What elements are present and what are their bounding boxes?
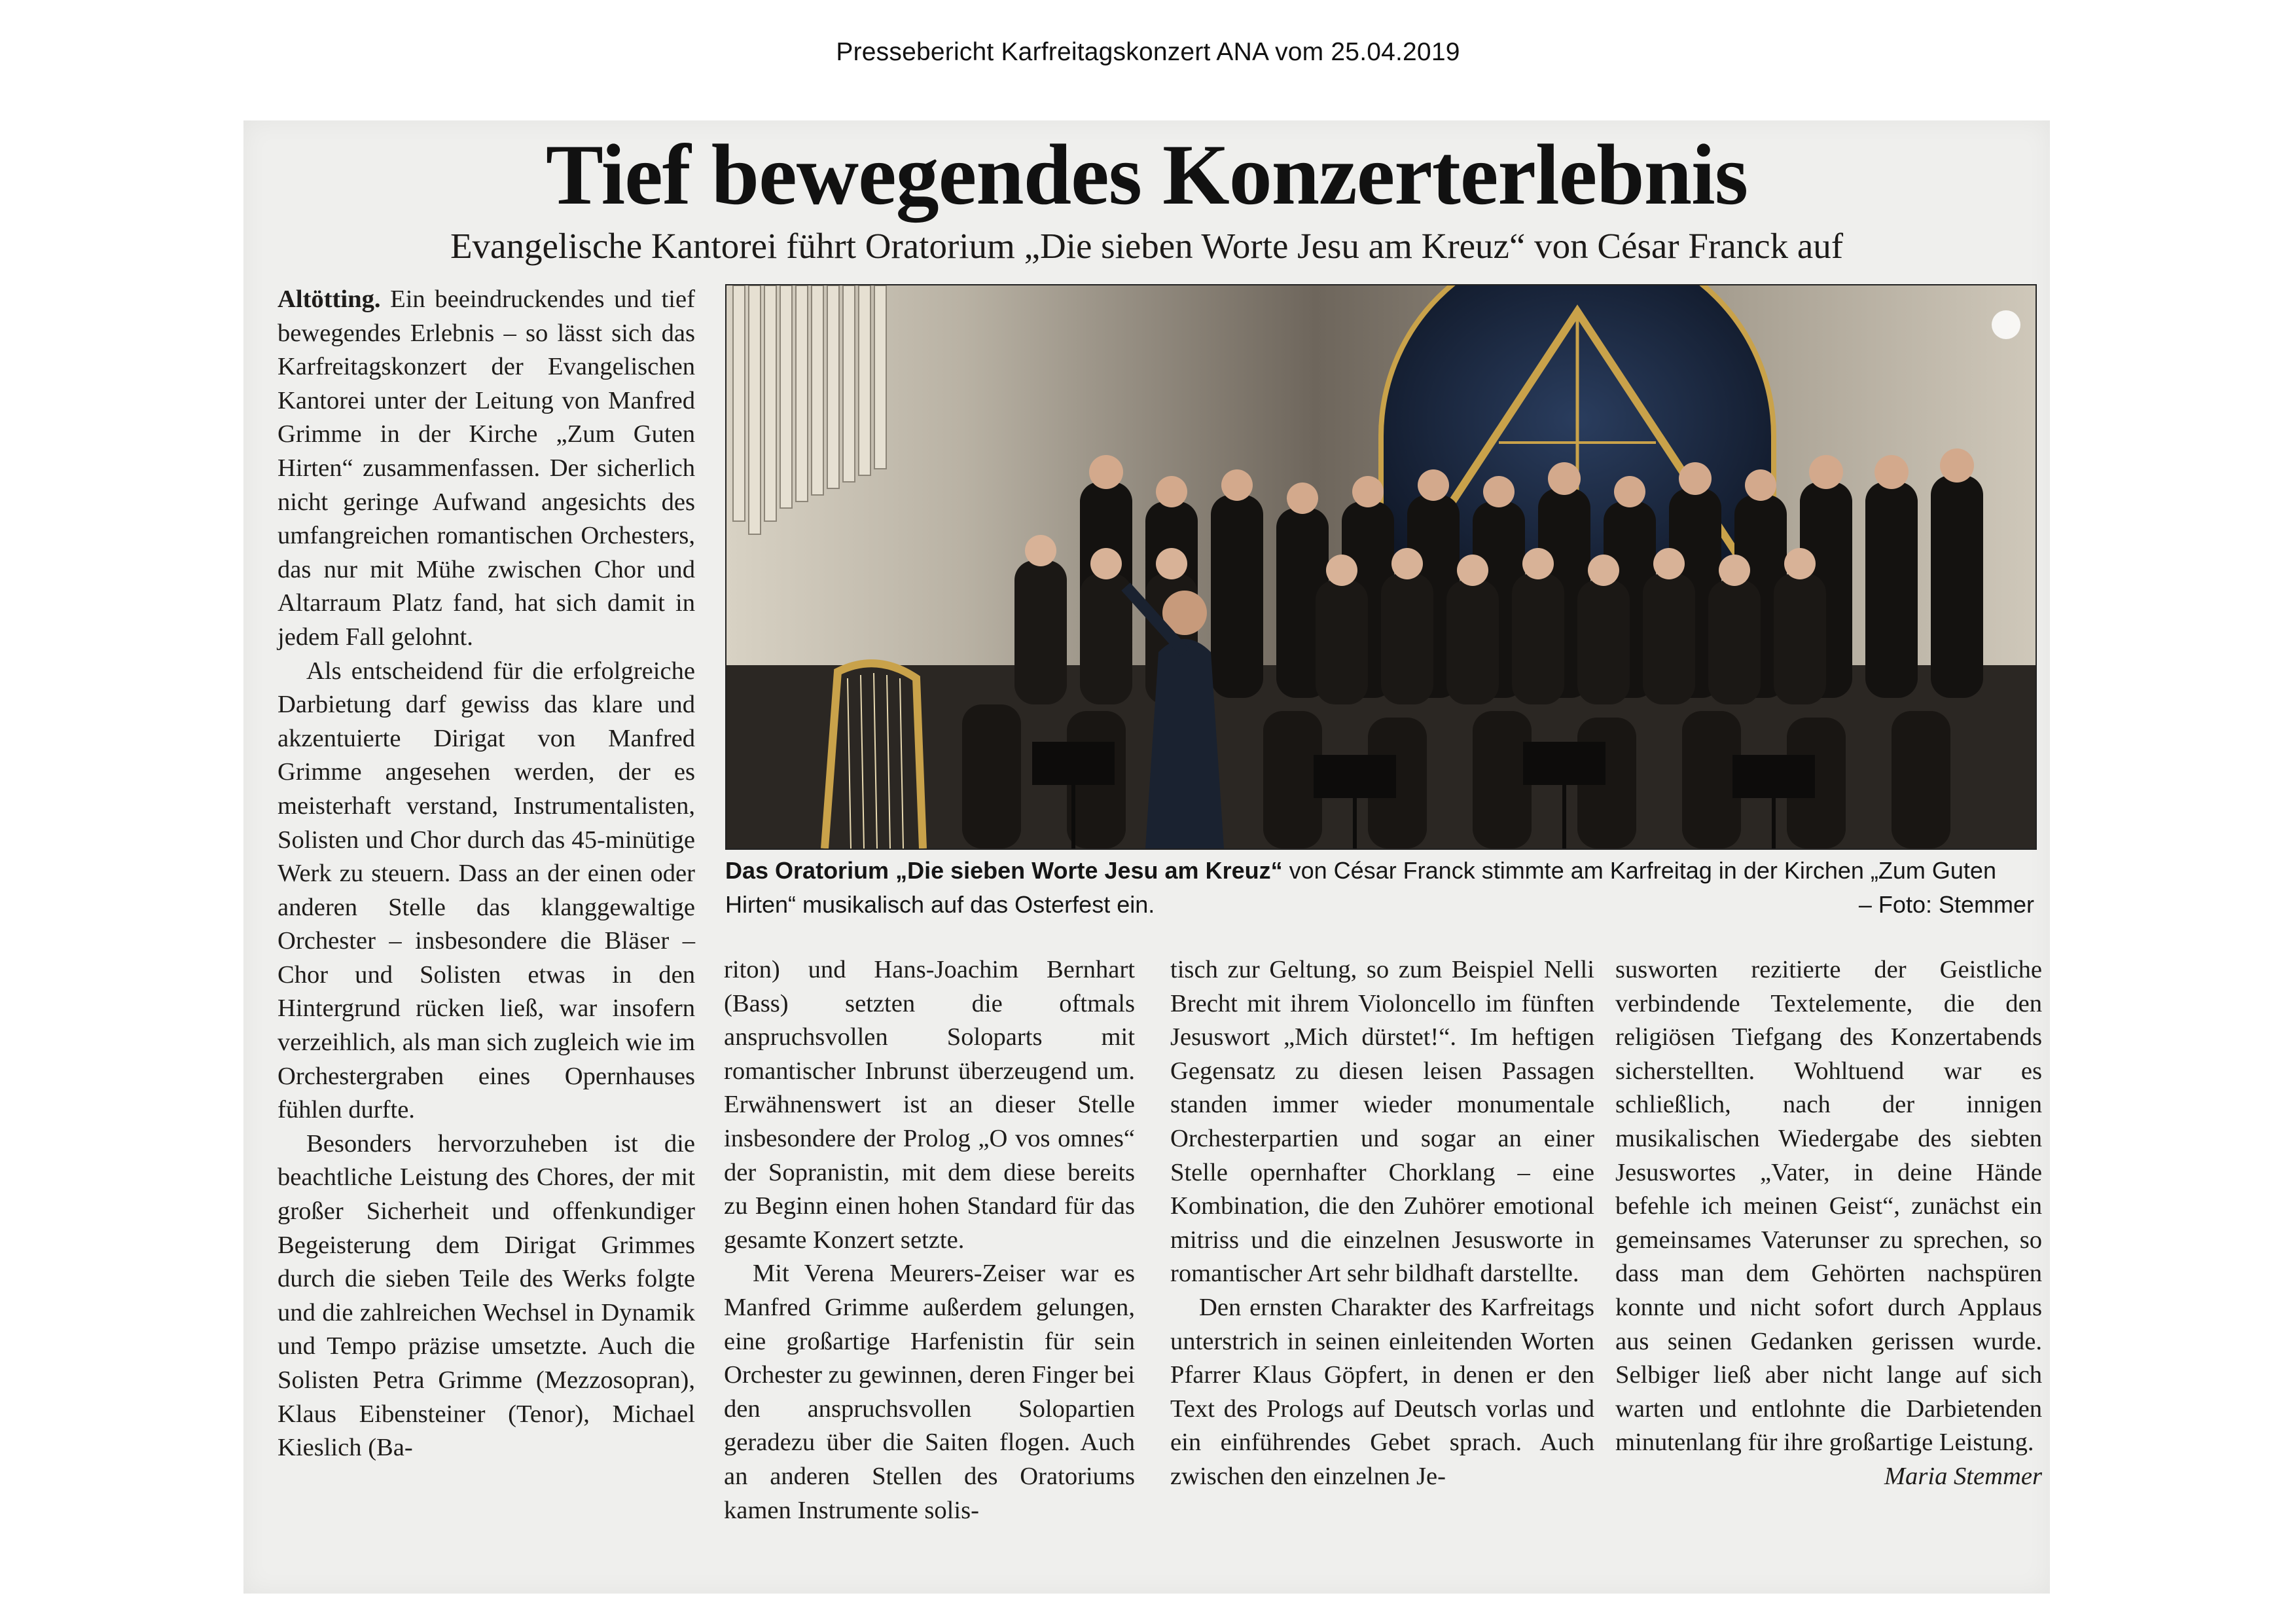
photo-caption bbox=[725, 854, 2034, 922]
subheadline: Evangelische Kantorei führt Oratorium „Die sieben Worte Jesu am Kreuz“ von César Franck auf bbox=[450, 226, 1844, 266]
headline: Tief bewegendes Konzerterlebnis bbox=[545, 126, 1748, 223]
paragraph: Den ernsten Charakter des Karfreitags unterstrich in seinen einleitenden Worten Pfarrer Klaus Göpfert, in denen er den Text des Prologs auf Deutsch vorlas und ein einführendes Gebet sprach. Auch zwischen den einzelnen Je- bbox=[1170, 1293, 1594, 1490]
stage-light bbox=[1992, 310, 2020, 339]
article-column-3 bbox=[1170, 953, 1594, 1494]
paragraph: riton) und Hans-Joachim Bernhart (Bass) setzten die oftmals anspruchsvollen Soloparts mit romantischer Inbrunst überzeugend um. Erwähnenswert ist an dieser Stelle insbesondere der Prolog „O vos omnes“ der Sopranistin, mit dem diese bereits zu Beginn einen hohen Standard für das gesamte Konzert setzte. bbox=[724, 956, 1135, 1254]
choir-orchestra-photo-icon bbox=[726, 285, 2036, 848]
paragraph: Besonders hervorzuheben ist die beachtliche Leistung des Chores, der mit großer Sicherheit und offenkundiger Begeisterung dem Dirigat Grimmes durch die sieben Teile des Werks folgte und die zahlreichen Wechsel in Dynamik und Tempo präzise umsetzte. Auch die Solisten Petra Grimme (Mezzosopran), Klaus Eibensteiner (Tenor), Michael Kieslich (Ba- bbox=[278, 1129, 695, 1462]
paragraph: tisch zur Geltung, so zum Beispiel Nelli Brecht mit ihrem Violoncello im fünften Jesuswort „Mich dürstet!“. Im heftigen Gegensatz zu diesen leisen Passagen standen immer wieder monumentale Orchesterpartien und sogar an einer Stelle opernhafter Chorklang – eine Kombination, die den Zuhörer emotional mitriss und die einzelnen Jesusworte in romantischer Art sehr bildhaft darstellte. bbox=[1170, 956, 1594, 1288]
newspaper-clipping bbox=[243, 120, 2050, 1594]
page-header: Pressebericht Karfreitagskonzert ANA vom 25.04.2019 bbox=[836, 38, 1460, 66]
paragraph: susworten rezitierte der Geistliche verbindende Textelemente, die den religiösen Tiefgang des Konzertabends sicherstellten. Wohltuend war es schließlich, nach der innigen musikalischen Wiedergabe des siebten Jesuswortes „Vater, in deine Hände befehle ich meinen Geist“, zunächst ein gemeinsames Vaterunser zu sprechen, so dass man dem Gehörten nachspüren konnte und nicht sofort durch Applaus aus seinen Gedanken gerissen wurde. Selbiger ließ aber nicht lange auf sich warten und entlohnte die Darbietenden minutenlang für ihre großartige Leistung. bbox=[1615, 956, 2042, 1457]
paragraph: Mit Verena Meurers-Zeiser war es Manfred Grimme außerdem gelungen, eine großartige Harfenistin für sein Orchester zu gewinnen, deren Finger bei den anspruchsvollen Solopartien geradezu über die Saiten flogen. Auch an anderen Stellen des Oratoriums kamen Instrumente solis- bbox=[724, 1260, 1135, 1524]
paragraph: Als entscheidend für die erfolgreiche Darbietung darf gewiss das klare und akzentuierte Dirigat von Manfred Grimme angesehen werden, der es meisterhaft verstand, Instrumentalisten, Solisten und Chor durch das 45-minütige Werk zu steuern. Dass an der einen oder anderen Stelle das klanggewaltige Orchester – insbesondere die Bläser – Chor und Solisten etwas in den Hintergrund rücken ließ, war insofern verzeihlich, als man sich zugleich wie im Orchestergraben eines Opernhauses fühlen durfte. bbox=[278, 657, 695, 1124]
caption-text: von César Franck stimmte am Karfreitag in der Kirchen „Zum Guten Hirten“ musikalisch auf das Osterfest ein. bbox=[725, 857, 1996, 918]
photo-credit: – Foto: Stemmer bbox=[1858, 891, 2034, 918]
dateline: Altötting. bbox=[278, 285, 381, 313]
author-byline: Maria Stemmer bbox=[1884, 1462, 2042, 1490]
paragraph: Ein beeindruckendes und tief bewegendes Erlebnis – so lässt sich das Karfreitagskonzert der Evangelischen Kantorei unter der Leitung von Manfred Grimme in der Kirche „Zum Guten Hirten“ zusammenfassen. Der sicherlich nicht geringe Aufwand angesichts des umfangreichen romantischen Orchesters, das nur mit Mühe zwischen Chor und Altarraum Platz fand, hat sich damit in jedem Fall gelohnt. bbox=[278, 285, 695, 651]
article-column-4 bbox=[1615, 953, 2042, 1494]
caption-lead: Das Oratorium „Die sieben Worte Jesu am Kreuz“ bbox=[725, 857, 1283, 884]
concert-photo bbox=[725, 284, 2037, 850]
article-column-2 bbox=[724, 953, 1135, 1527]
article-column-1 bbox=[278, 283, 695, 1586]
